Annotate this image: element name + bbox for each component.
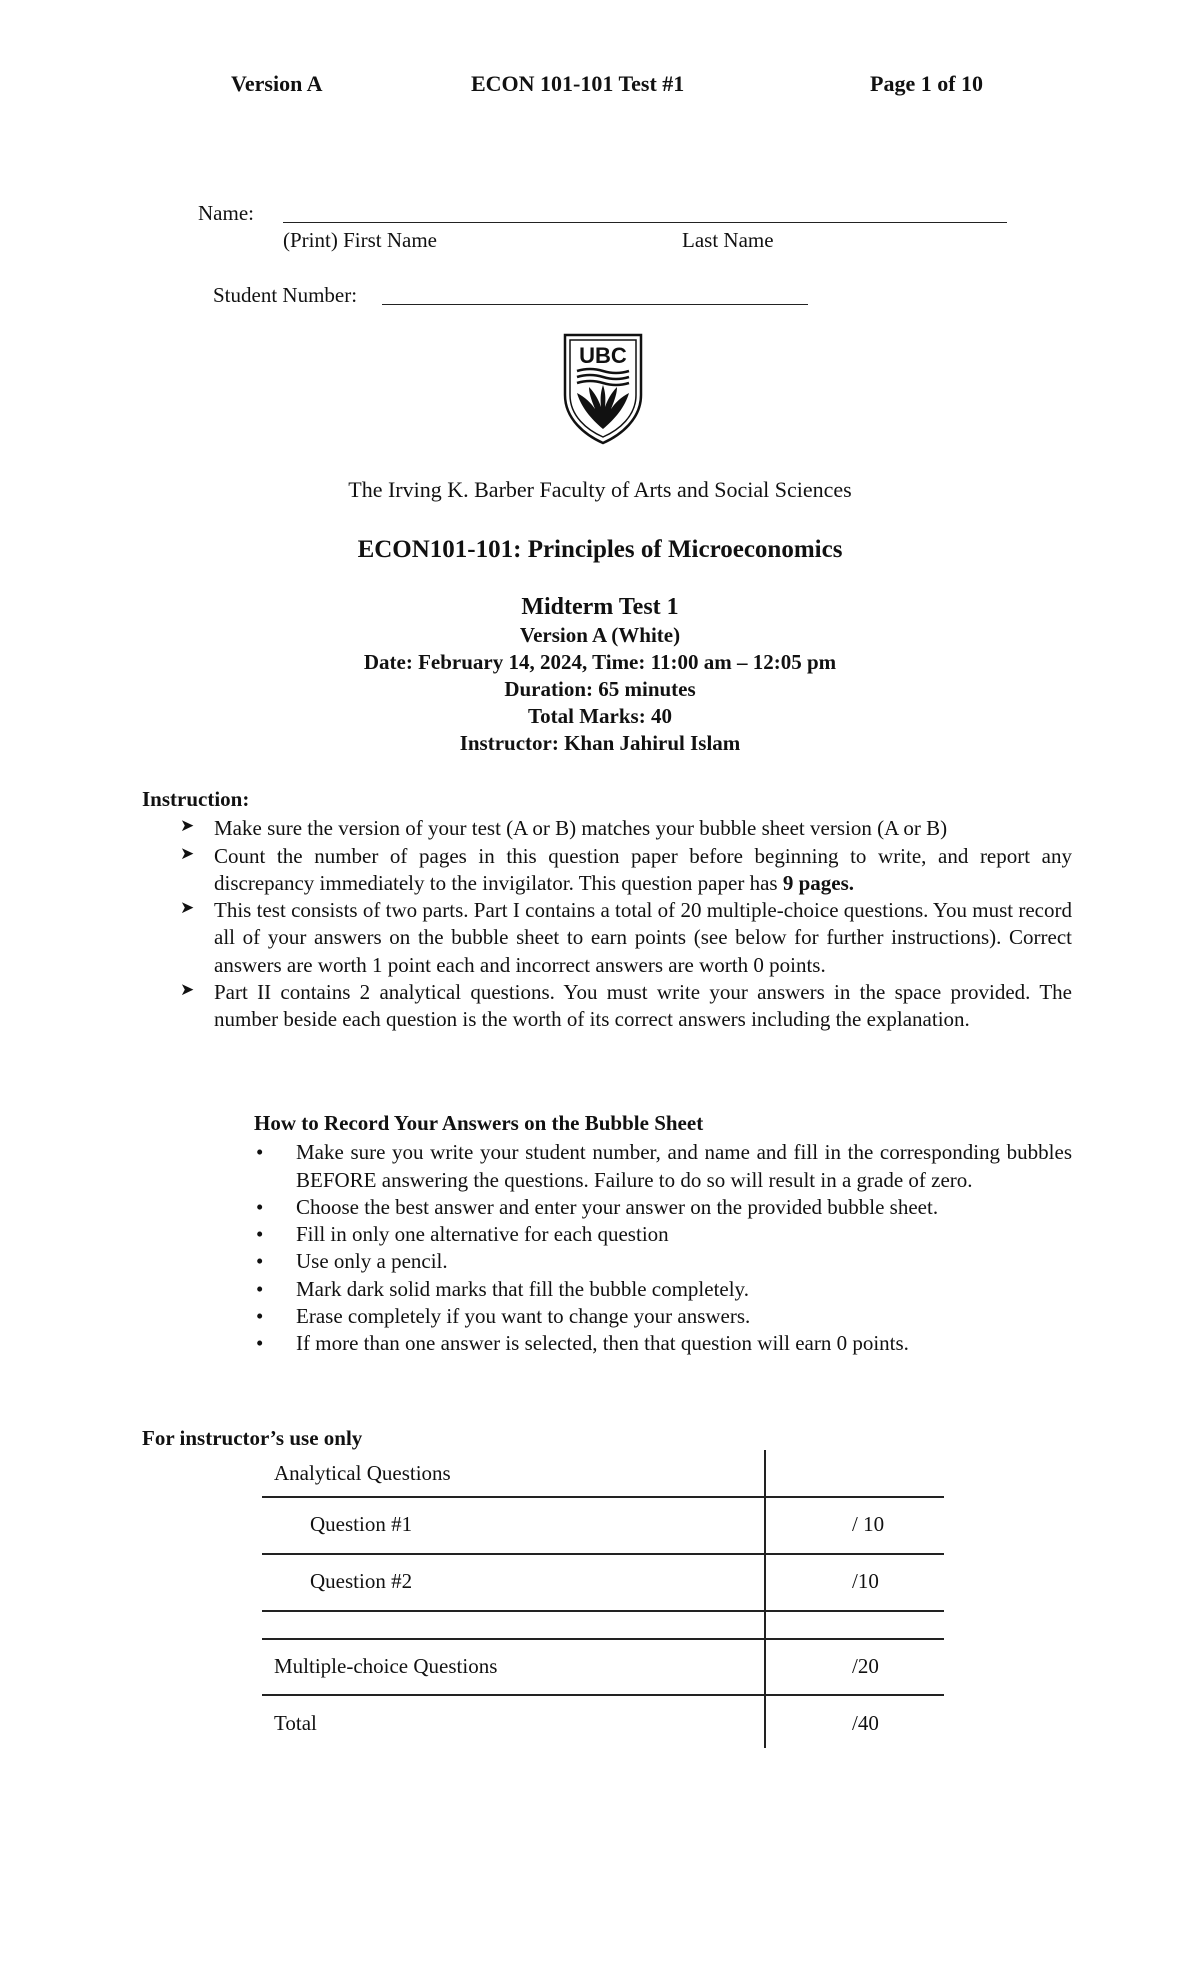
print-first-name-label: (Print) First Name	[283, 228, 437, 252]
marks-table	[262, 1450, 944, 1750]
bullet-icon: •	[256, 1304, 264, 1329]
table-row-score: /40	[852, 1711, 879, 1735]
instruction-item: ➤ Count the number of pages in this question paper before beginning to write, and report any discrepancy immediately to the invigilator. This question paper has 9 pages.	[180, 843, 1072, 895]
test-date-time: Date: February 14, 2024, Time: 11:00 am – 12:05 pm	[363, 650, 837, 674]
bubble-instruction-item: • If more than one answer is selected, then that question will earn 0 points.	[254, 1330, 1072, 1357]
instruction-item: ➤ Make sure the version of your test (A or B) matches your bubble sheet version (A or B)	[180, 816, 948, 841]
bubble-sheet-section	[254, 1110, 1072, 1358]
table-row-label: Total	[274, 1711, 317, 1735]
table-rule	[262, 1553, 944, 1555]
last-name-label: Last Name	[682, 228, 774, 252]
name-line	[283, 222, 1007, 223]
table-divider	[764, 1450, 766, 1748]
test-version: Version A (White)	[519, 623, 681, 647]
instruction-item: ➤ Part II contains 2 analytical questions. You must write your answers in the space provided. The number beside each question is the worth of its correct answers including the explanation.	[180, 980, 1072, 1032]
bubble-instruction-item: • Choose the best answer and enter your answer on the provided bubble sheet.	[254, 1194, 1072, 1221]
bullet-icon: •	[256, 1249, 264, 1274]
bullet-icon: •	[256, 1331, 264, 1356]
instruction-item: ➤ This test consists of two parts. Part I contains a total of 20 multiple-choice questions. You must record all of your answers on the bubble sheet to earn points (see below for further instructions). Correct answers are worth 1 point each and incorrect answers are worth 0 points.	[180, 898, 1072, 977]
bubble-sheet-title: How to Record Your Answers on the Bubble Sheet	[254, 1111, 704, 1135]
arrow-bullet-icon: ➤	[180, 816, 195, 836]
table-row-label: Analytical Questions	[274, 1461, 451, 1485]
header-course-test: ECON 101-101 Test #1	[471, 71, 685, 96]
student-number-label: Student Number:	[213, 283, 358, 307]
table-row-label: Question #2	[310, 1569, 413, 1593]
table-rule	[262, 1496, 944, 1498]
bullet-icon: •	[256, 1222, 264, 1247]
test-duration: Duration: 65 minutes	[504, 677, 696, 701]
student-number-line	[382, 304, 808, 305]
bullet-icon: •	[256, 1276, 264, 1301]
svg-text:UBC: UBC	[579, 343, 627, 368]
table-row-label: Multiple-choice Questions	[274, 1654, 498, 1678]
header-page-number: Page 1 of 10	[870, 71, 984, 96]
bubble-instruction-item: • Mark dark solid marks that fill the bubble completely.	[254, 1276, 1072, 1303]
bubble-instruction-item: • Fill in only one alternative for each question	[254, 1221, 1072, 1248]
course-title: ECON101-101: Principles of Microeconomics	[357, 536, 843, 563]
table-row-label: Question #1	[310, 1512, 413, 1536]
arrow-bullet-icon: ➤	[180, 980, 195, 1000]
arrow-bullet-icon: ➤	[180, 843, 195, 863]
test-title: Midterm Test 1	[521, 594, 679, 620]
instructor-name: Instructor: Khan Jahirul Islam	[459, 731, 741, 755]
table-rule	[262, 1610, 944, 1612]
name-label: Name:	[198, 201, 254, 225]
table-row-score: /20	[852, 1654, 879, 1678]
arrow-bullet-icon: ➤	[180, 898, 195, 918]
instructions-title: Instruction:	[142, 787, 250, 811]
table-rule	[262, 1638, 944, 1640]
instructor-use-label: For instructor’s use only	[142, 1426, 363, 1450]
bullet-icon: •	[256, 1140, 264, 1165]
total-marks: Total Marks: 40	[528, 704, 672, 728]
instructions-section	[142, 786, 1072, 1034]
bubble-instruction-item: • Use only a pencil.	[254, 1248, 1072, 1275]
table-rule	[262, 1694, 944, 1696]
bubble-instruction-item: • Make sure you write your student number, and name and fill in the corresponding bubbles BEFORE answering the questions. Failure to do so will result in a grade of zero.	[256, 1140, 1072, 1192]
header-version: Version A	[231, 71, 323, 96]
ubc-crest-icon	[563, 333, 643, 445]
faculty-name: The Irving K. Barber Faculty of Arts and Social Sciences	[348, 477, 852, 502]
bullet-icon: •	[256, 1194, 264, 1219]
table-row-score: /10	[852, 1569, 879, 1593]
bubble-instruction-item: • Erase completely if you want to change your answers.	[254, 1303, 1072, 1330]
table-row-score: / 10	[852, 1512, 885, 1536]
